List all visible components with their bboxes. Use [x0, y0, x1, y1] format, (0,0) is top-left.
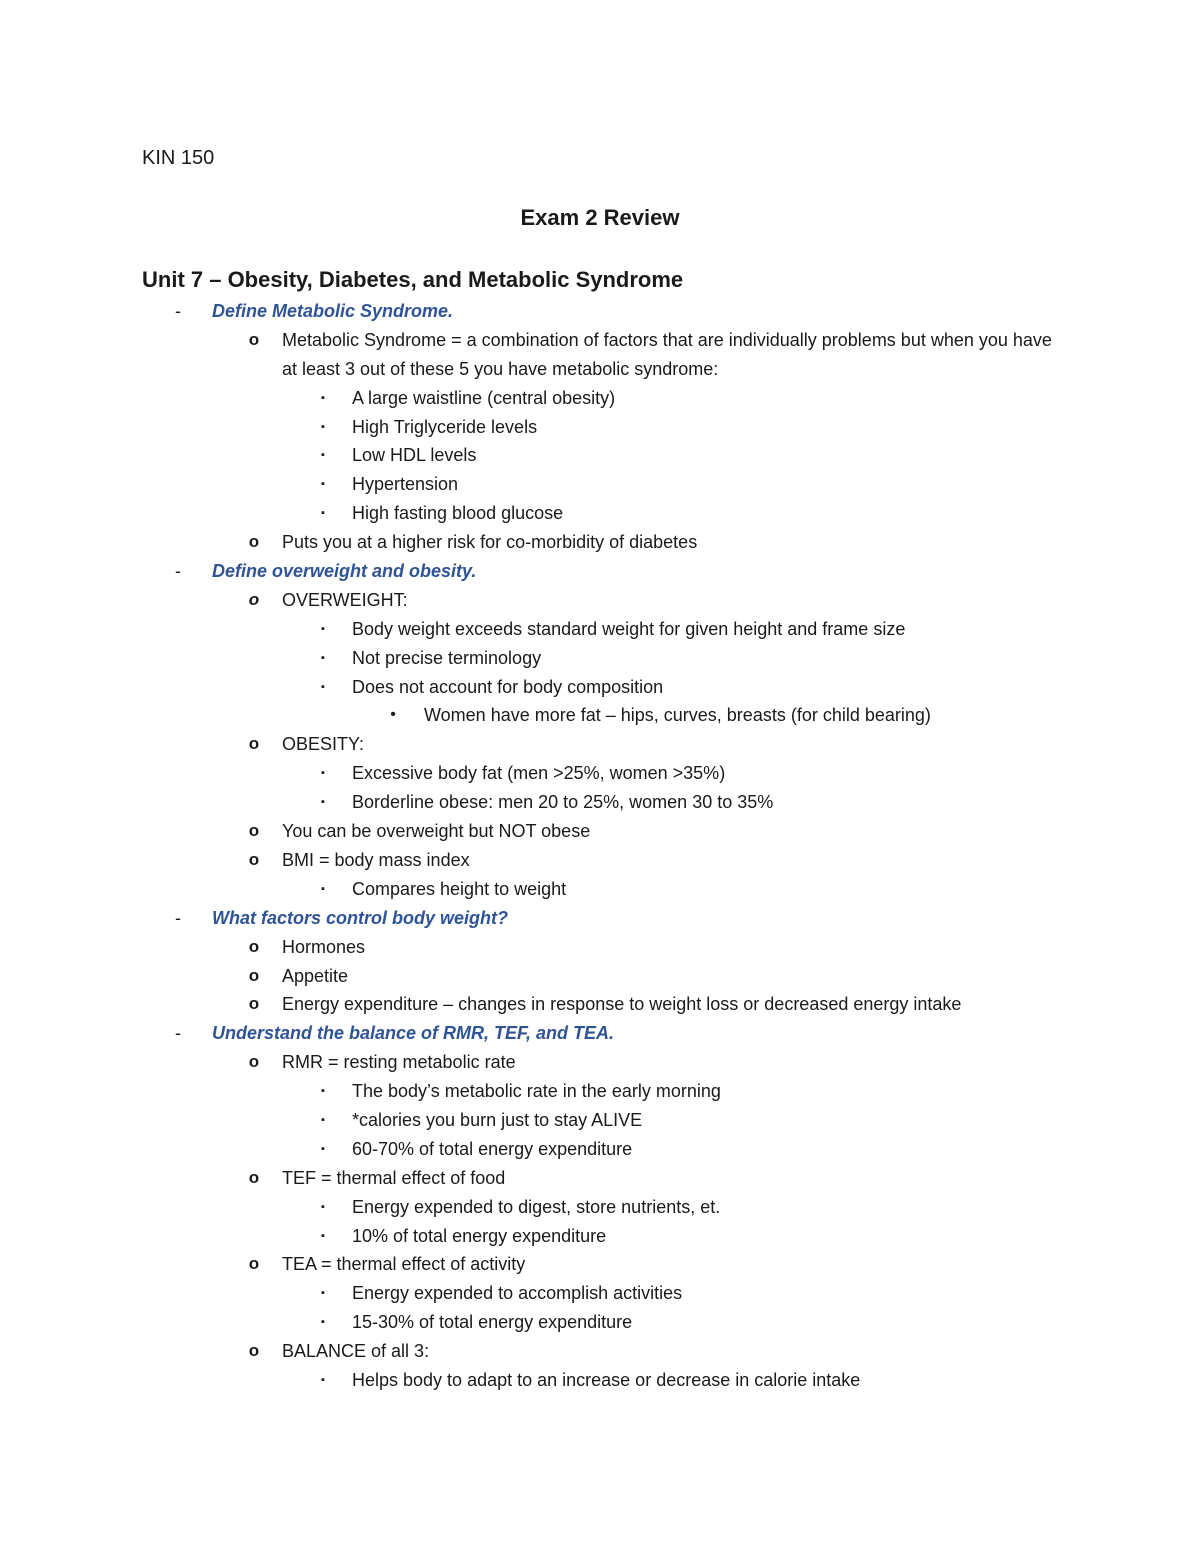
outline-item-level-1 — [0, 1019, 1200, 1048]
page-title: Exam 2 Review — [520, 205, 680, 230]
outline-item-level-2 — [0, 1337, 1200, 1366]
outline-text: Does not account for body composition — [352, 676, 664, 697]
outline-item-level-3 — [0, 644, 1200, 673]
outline-item-level-3 — [0, 470, 1200, 499]
list-marker: ▪ — [321, 507, 325, 520]
list-marker: o — [248, 849, 260, 869]
outline-text: A large waistline (central obesity) — [352, 387, 616, 408]
outline-item-level-3 — [0, 759, 1200, 788]
list-marker: ▪ — [321, 767, 325, 780]
outline-item-level-2 — [0, 933, 1200, 962]
outline-item-level-3 — [0, 1222, 1200, 1251]
list-marker: - — [175, 1023, 181, 1044]
unit-heading: Unit 7 – Obesity, Diabetes, and Metabolic Syndrome — [142, 267, 684, 292]
review-question: Define Metabolic Syndrome. — [212, 301, 454, 321]
outline-item-level-3 — [0, 499, 1200, 528]
list-marker: - — [175, 907, 181, 928]
course-code: KIN 150 — [142, 147, 215, 169]
list-marker: o — [248, 532, 260, 552]
outline-item-level-3 — [0, 673, 1200, 702]
outline-text: Energy expended to accomplish activities — [352, 1283, 683, 1304]
outline-item-level-3 — [0, 1366, 1200, 1395]
list-marker: ▪ — [321, 1200, 325, 1213]
outline-item-level-1 — [0, 904, 1200, 933]
outline-item-level-2 — [0, 817, 1200, 846]
outline-text: TEA = thermal effect of activity — [282, 1254, 526, 1275]
list-marker: • — [390, 706, 396, 724]
outline-text: 60-70% of total energy expenditure — [352, 1138, 633, 1159]
outline-item-level-2 — [0, 730, 1200, 759]
list-marker: - — [175, 561, 181, 582]
list-marker: ▪ — [321, 1113, 325, 1126]
outline-text: OVERWEIGHT: — [282, 589, 408, 610]
outline-text: Low HDL levels — [352, 445, 477, 466]
outline-text: Metabolic Syndrome = a combination of factors that are individually problems but when you have at least 3 out of these 5 you have metabolic syndrome: — [282, 329, 1052, 379]
outline-item-level-3 — [0, 1106, 1200, 1135]
list-marker: - — [175, 301, 181, 321]
outline-text: Puts you at a higher risk for co-morbidity of diabetes — [282, 532, 698, 553]
outline-text: Not precise terminology — [352, 647, 542, 668]
outline-text: *calories you burn just to stay ALIVE — [352, 1109, 643, 1130]
outline-text: BMI = body mass index — [282, 849, 470, 870]
list-marker: o — [248, 821, 260, 841]
outline-item-level-2 — [0, 962, 1200, 991]
outline-text: Hypertension — [352, 474, 459, 495]
list-marker: ▪ — [321, 651, 325, 664]
outline-text: Energy expended to digest, store nutrients, et. — [352, 1196, 721, 1217]
list-marker: o — [248, 1167, 260, 1187]
list-marker: o — [248, 994, 260, 1014]
list-marker: ▪ — [321, 1316, 325, 1329]
outline-item-level-3 — [0, 615, 1200, 644]
list-marker: ▪ — [321, 680, 325, 693]
outline-item-level-3 — [0, 1135, 1200, 1164]
list-marker: ▪ — [321, 1229, 325, 1242]
outline-text: Hormones — [282, 936, 366, 957]
list-marker: ▪ — [321, 796, 325, 809]
outline-item-level-1 — [0, 297, 1200, 326]
list-marker: ▪ — [321, 1085, 325, 1098]
list-marker: ▪ — [321, 391, 325, 404]
list-marker: ▪ — [321, 449, 325, 462]
outline-text: 15-30% of total energy expenditure — [352, 1312, 633, 1333]
outline-text: Excessive body fat (men >25%, women >35%) — [352, 763, 726, 784]
outline-text: 10% of total energy expenditure — [352, 1225, 607, 1246]
review-question: Define overweight and obesity. — [212, 561, 477, 582]
outline-item-level-2 — [0, 1164, 1200, 1193]
outline-item-level-3 — [0, 384, 1200, 413]
list-marker: ▪ — [321, 420, 325, 433]
review-question: What factors control body weight? — [212, 907, 508, 928]
outline-item-level-3 — [0, 1308, 1200, 1337]
outline-item-level-2 — [0, 1250, 1200, 1279]
outline-text: Energy expenditure – changes in response to weight loss or decreased energy intake — [282, 994, 962, 1015]
list-marker: ▪ — [321, 1287, 325, 1300]
outline-text: OBESITY: — [282, 734, 365, 755]
outline-text: Compares height to weight — [352, 878, 567, 899]
outline-item-level-2 — [0, 326, 1200, 384]
outline-item-level-3 — [0, 1193, 1200, 1222]
list-marker: o — [248, 965, 260, 985]
outline-text: You can be overweight but NOT obese — [282, 821, 591, 842]
outline-text: Helps body to adapt to an increase or decrease in calorie intake — [352, 1369, 861, 1390]
list-marker: ▪ — [321, 1142, 325, 1155]
list-marker: o — [248, 1254, 260, 1274]
outline-text: Appetite — [282, 965, 349, 986]
list-marker: o — [248, 329, 260, 349]
list-marker: o — [248, 936, 260, 956]
list-marker: ▪ — [321, 622, 325, 635]
outline-item-level-3 — [0, 413, 1200, 442]
outline-item-level-3 — [0, 441, 1200, 470]
review-outline — [0, 297, 1200, 1395]
outline-item-level-2 — [0, 1048, 1200, 1077]
outline-item-level-2 — [0, 528, 1200, 557]
outline-item-level-4 — [0, 701, 1200, 730]
outline-item-level-3 — [0, 1279, 1200, 1308]
outline-text: High fasting blood glucose — [352, 503, 564, 524]
outline-item-level-3 — [0, 788, 1200, 817]
outline-item-level-3 — [0, 875, 1200, 904]
outline-item-level-2 — [0, 990, 1200, 1019]
outline-item-level-1 — [0, 557, 1200, 586]
list-marker: ▪ — [321, 1373, 325, 1386]
outline-text: High Triglyceride levels — [352, 416, 538, 437]
outline-text: Borderline obese: men 20 to 25%, women 30 to 35% — [352, 792, 774, 813]
outline-text: Body weight exceeds standard weight for given height and frame size — [352, 618, 906, 639]
outline-item-level-2 — [0, 586, 1200, 615]
review-question: Understand the balance of RMR, TEF, and TEA. — [212, 1023, 615, 1044]
list-marker: o — [248, 734, 260, 754]
outline-item-level-2 — [0, 846, 1200, 875]
outline-text: TEF = thermal effect of food — [282, 1167, 506, 1188]
outline-item-level-3 — [0, 1077, 1200, 1106]
list-marker: o — [248, 589, 260, 609]
outline-text: The body’s metabolic rate in the early morning — [352, 1081, 721, 1102]
list-marker: ▪ — [321, 882, 325, 895]
list-marker: ▪ — [321, 478, 325, 491]
outline-text: Women have more fat – hips, curves, breasts (for child bearing) — [424, 705, 931, 726]
list-marker: o — [248, 1052, 260, 1072]
list-marker: o — [248, 1341, 260, 1361]
outline-text: RMR = resting metabolic rate — [282, 1052, 516, 1073]
outline-text: BALANCE of all 3: — [282, 1341, 430, 1362]
